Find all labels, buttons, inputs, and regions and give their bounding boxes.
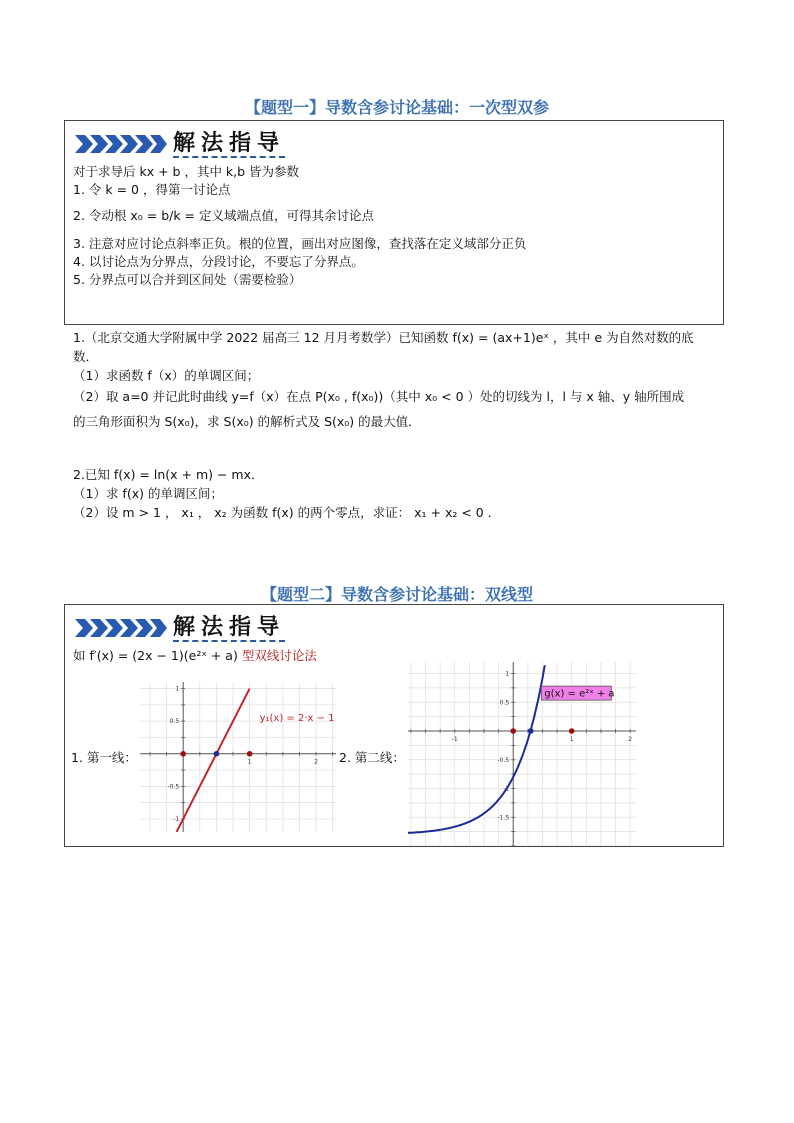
second-line-label: 2. 第二线： bbox=[339, 750, 405, 765]
intro-suffix: 型双线讨论法 bbox=[241, 648, 317, 663]
x-tick-label: 2 bbox=[314, 758, 318, 766]
chart2-point bbox=[569, 728, 575, 734]
problem-2-line-1: 2.已知 f(x) = ln(x + m) − mx． bbox=[73, 467, 264, 482]
chart1-grid bbox=[140, 682, 336, 832]
chart1-point bbox=[214, 751, 220, 757]
guide-line-6: 5. 分界点可以合并到区间处（需要检验） bbox=[73, 272, 302, 287]
y-tick-label: -1 bbox=[173, 815, 180, 823]
guide-heading-row-2 bbox=[75, 613, 285, 643]
x-tick-label: -1 bbox=[451, 736, 458, 743]
problem-1-line-4: （2）取 a=0 并记此时曲线 y=f（x）在点 P(x₀ , f(x₀))（其中 x₀ < 0 ）处的切线为 l，l 与 x 轴、y 轴所围成 bbox=[73, 389, 685, 404]
problem-1-line-5: 的三角形面积为 S(x₀)，求 S(x₀) 的解析式及 S(x₀) 的最大值． bbox=[73, 414, 421, 429]
x-tick-label: 1 bbox=[247, 758, 252, 766]
y-tick-label: -1.5 bbox=[497, 814, 510, 822]
y-tick-label: -0.5 bbox=[167, 783, 180, 791]
y-tick-label: 1 bbox=[175, 685, 180, 693]
problem-2-line-3: （2）设 m > 1 ， x₁ ， x₂ 为函数 f(x) 的两个零点，求证： x₁ + x₂ < 0 ． bbox=[73, 505, 501, 520]
guide-heading-2: 解法指导 bbox=[173, 613, 286, 640]
guide-line-3: 2. 令动根 x₀ = b/k = 定义域端点值，可得其余讨论点 bbox=[73, 208, 375, 223]
guide-line-5: 4. 以讨论点为分界点，分段讨论，不要忘了分界点。 bbox=[73, 254, 364, 269]
y-tick-label: 0.5 bbox=[499, 699, 510, 707]
chart1-point bbox=[247, 751, 253, 757]
guide-line-2: 1. 令 k = 0 ，得第一讨论点 bbox=[73, 182, 231, 197]
x-tick-label: 1 bbox=[569, 736, 574, 743]
chart2-point bbox=[528, 728, 534, 734]
chart2-series-curve bbox=[408, 665, 545, 833]
problem-1-line-2: 数． bbox=[73, 349, 99, 364]
problem-1-line-3: （1）求函数 f（x）的单调区间； bbox=[73, 368, 260, 383]
chart-second-line bbox=[408, 662, 636, 846]
problem-1-line-1: 1.（北京交通大学附属中学 2022 届高三 12 月月考数学）已知函数 f(x) = (ax+1)eˣ ，其中 e 为自然对数的底 bbox=[73, 330, 694, 345]
chart1-series-label: y₁(x) = 2·x − 1 bbox=[259, 713, 335, 725]
y-tick-label: 0.5 bbox=[169, 718, 180, 726]
intro-formula: 如 f′(x) = (2x − 1)(e²ˣ + a) bbox=[73, 648, 238, 663]
guide-heading: 解法指导 bbox=[173, 129, 286, 156]
x-tick-label: 2 bbox=[628, 736, 633, 743]
guide-heading-row bbox=[75, 129, 285, 159]
chart1-series-line bbox=[177, 689, 250, 832]
y-tick-label: -1 bbox=[503, 785, 510, 793]
chart2-point bbox=[510, 728, 516, 734]
method-guide-box-1 bbox=[64, 120, 724, 325]
chart-first-line bbox=[140, 682, 336, 832]
double-line-intro bbox=[73, 647, 317, 665]
chart1-point bbox=[180, 751, 186, 757]
chevrons-icon bbox=[75, 617, 167, 639]
guide-line-1: 对于求导后 kx + b ，其中 k,b 皆为参数 bbox=[73, 164, 300, 179]
problem-2-line-2: （1）求 f(x) 的单调区间； bbox=[73, 486, 223, 501]
guide-line-4: 3. 注意对应讨论点斜率正负。根的位置，画出对应图像，查找落在定义域部分正负 bbox=[73, 236, 527, 251]
y-tick-label: 1 bbox=[505, 670, 510, 678]
chevrons-icon bbox=[75, 133, 167, 155]
chart2-series-label: g(x) = e²ˣ + a bbox=[544, 688, 615, 700]
section-title-1: 【题型一】导数含参讨论基础：一次型双参 bbox=[244, 98, 549, 117]
y-tick-label: -0.5 bbox=[497, 756, 510, 764]
section-title-2: 【题型二】导数含参讨论基础：双线型 bbox=[260, 585, 533, 604]
first-line-label: 1. 第一线： bbox=[71, 750, 137, 765]
